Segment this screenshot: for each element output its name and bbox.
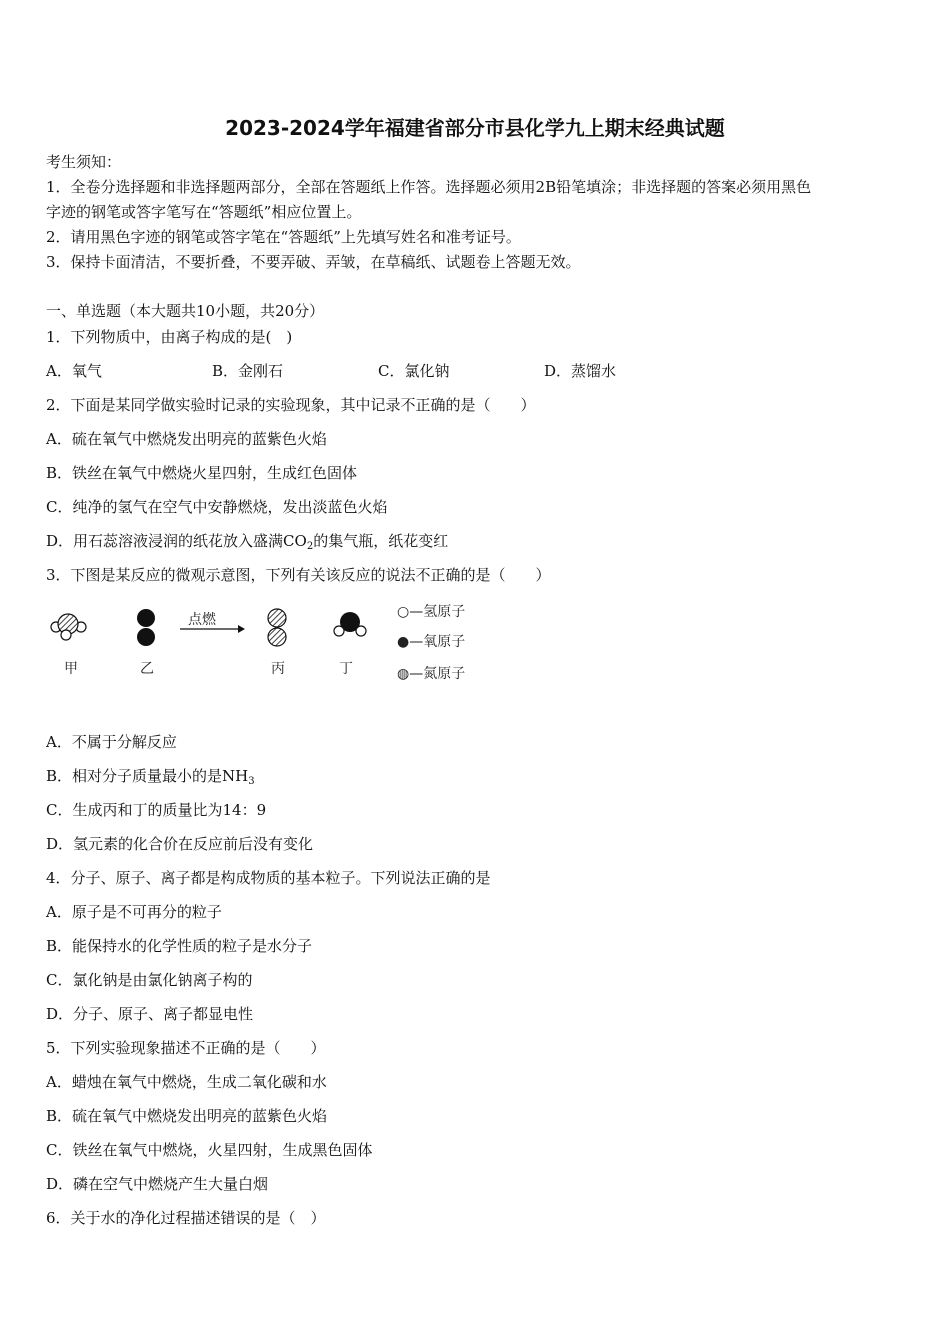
molecule-oxygen: [137, 609, 155, 646]
q5-option-a: A．蜡烛在氧气中燃烧，生成二氧化碳和水: [46, 1073, 327, 1091]
q4-stem: 4．分子、原子、离子都是构成物质的基本粒子。下列说法正确的是: [46, 869, 491, 887]
molecule-ammonia: [51, 614, 86, 640]
reaction-diagram: [40, 598, 500, 688]
page-title: 2023-2024学年福建省部分市县化学九上期末经典试题: [225, 116, 725, 140]
q3-option-b-subscript: 3: [248, 776, 255, 787]
q1-option-d: D．蒸馏水: [544, 362, 617, 380]
q3-option-c: C．生成丙和丁的质量比为14：9: [46, 801, 267, 819]
reaction-arrow: [180, 611, 245, 633]
section-heading: 一、单选题（本大题共10小题，共20分）: [46, 302, 325, 320]
q1-option-a: A．氧气: [46, 362, 102, 380]
q6-stem: 6．关于水的净化过程描述错误的是（ ）: [46, 1209, 326, 1227]
q1-stem: 1．下列物质中，由离子构成的是( ): [46, 328, 293, 346]
q2-option-c: C．纯净的氢气在空气中安静燃烧，发出淡蓝色火焰: [46, 498, 388, 516]
q4-option-b: B．能保持水的化学性质的粒子是水分子: [46, 937, 313, 955]
q3-stem: 3．下图是某反应的微观示意图，下列有关该反应的说法不正确的是（ ）: [46, 566, 551, 584]
q2-option-d-subscript: 2: [306, 541, 314, 552]
q5-option-d: D．磷在空气中燃烧产生大量白烟: [46, 1175, 269, 1193]
q5-stem: 5．下列实验现象描述不正确的是（ ）: [46, 1039, 326, 1057]
q3-option-d: D．氢元素的化合价在反应前后没有变化: [46, 835, 314, 853]
legend-oxygen: ●—氧原子: [397, 634, 466, 650]
q4-option-c: C．氯化钠是由氯化钠离子构的: [46, 971, 253, 989]
q2-option-d-text-end: 的集气瓶，纸花变红: [313, 532, 449, 550]
label-bing: 丙: [271, 661, 285, 677]
q1-options: [46, 361, 906, 381]
molecule-water: [334, 612, 366, 636]
notice-item-3: 3．保持卡面清洁，不要折叠，不要弄破、弄皱，在草稿纸、试题卷上答题无效。: [46, 253, 581, 271]
q4-option-d: D．分子、原子、离子都显电性: [46, 1005, 254, 1023]
label-ding: 丁: [339, 661, 353, 677]
q4-option-a: A．原子是不可再分的粒子: [46, 903, 222, 921]
q2-option-d: [46, 531, 448, 557]
q2-option-b: B．铁丝在氧气中燃烧火星四射，生成红色固体: [46, 464, 358, 482]
molecule-nitrogen: [268, 609, 286, 646]
notice-item-1: 1．全卷分选择题和非选择题两部分，全部在答题纸上作答。选择题必须用2B铅笔填涂；非选择题的答案必须用黑色: [46, 178, 812, 196]
label-yi: 乙: [140, 661, 154, 677]
q1-option-b: B．金刚石: [212, 362, 284, 380]
notice-heading: 考生须知：: [46, 153, 122, 171]
q5-option-c: C．铁丝在氧气中燃烧，火星四射，生成黑色固体: [46, 1141, 373, 1159]
legend-hydrogen: ○—氢原子: [397, 604, 466, 620]
q2-option-d-text: D．用石蕊溶液浸润的纸花放入盛满CO: [46, 532, 307, 550]
label-jia: 甲: [64, 661, 78, 677]
q5-option-b: B．硫在氧气中燃烧发出明亮的蓝紫色火焰: [46, 1107, 328, 1125]
legend-nitrogen: ◍—氮原子: [397, 666, 466, 682]
q2-stem: 2．下面是某同学做实验时记录的实验现象，其中记录不正确的是（ ）: [46, 396, 536, 414]
arrow-label: 点燃: [188, 612, 216, 628]
notice-item-2: 2．请用黑色字迹的钢笔或答字笔在“答题纸”上先填写姓名和准考证号。: [46, 228, 521, 246]
q2-option-a: A．硫在氧气中燃烧发出明亮的蓝紫色火焰: [46, 430, 327, 448]
q3-option-b: [46, 766, 255, 792]
q3-option-b-text: B．相对分子质量最小的是NH: [46, 767, 249, 785]
q1-option-c: C．氯化钠: [378, 362, 450, 380]
notice-item-1-cont: 字迹的钢笔或答字笔写在“答题纸”相应位置上。: [46, 203, 362, 221]
q3-option-a: A．不属于分解反应: [46, 733, 177, 751]
